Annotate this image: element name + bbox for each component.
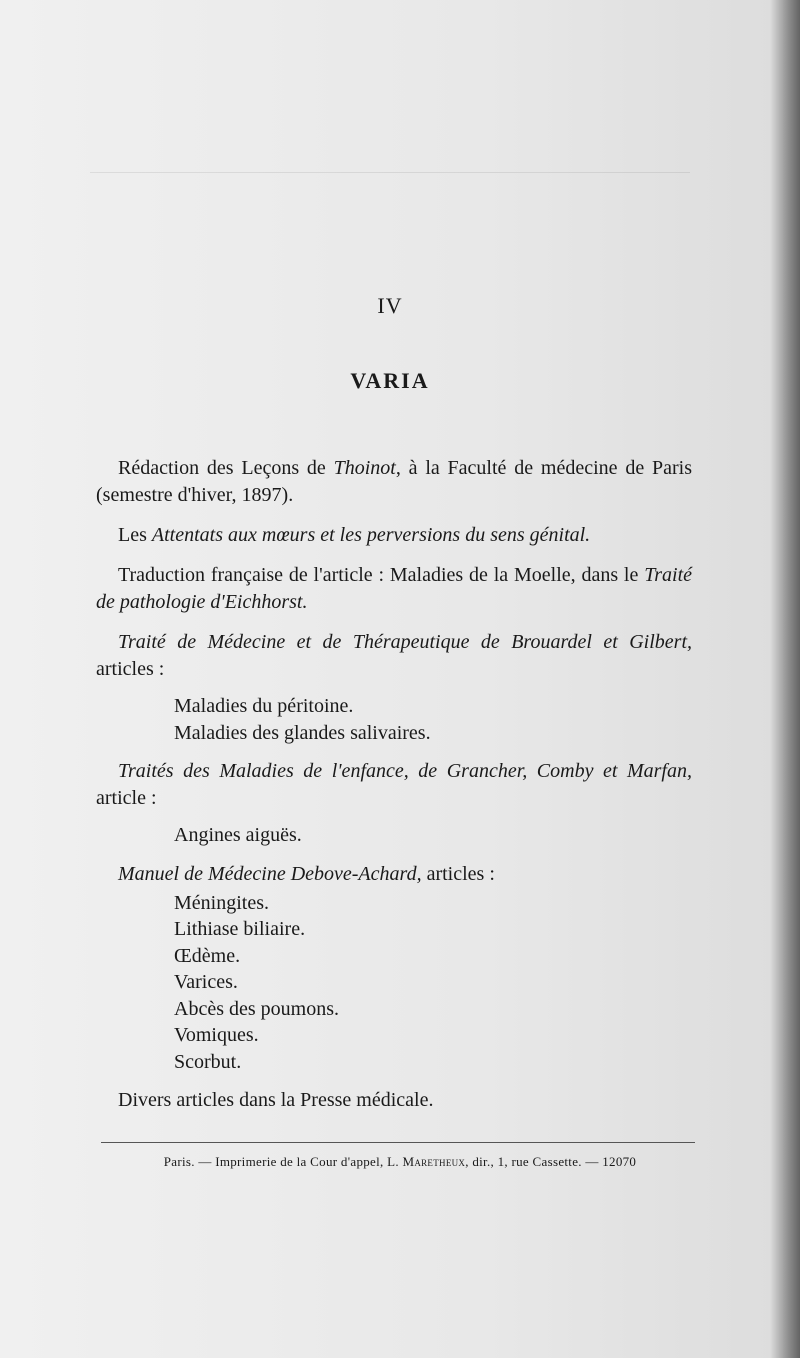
list-item: Angines aiguës.	[174, 824, 302, 846]
entry-attentats: Les Attentats aux mœurs et les perversions du sens génital.	[118, 524, 591, 546]
entry-brouardel-gilbert: Traité de Médecine et de Thérapeutique de Brouardel et Gilbert, articles :	[96, 631, 692, 680]
list-item: Varices.	[174, 971, 238, 993]
entry-debove-achard: Manuel de Médecine Debove-Achard, articles :	[118, 862, 495, 885]
section-number: IV	[377, 293, 403, 318]
brouardel-article-list	[96, 693, 692, 746]
list-item: Lithiase biliaire.	[174, 918, 306, 940]
list-item: Vomiques.	[174, 1024, 259, 1046]
footer-rule	[101, 1142, 695, 1143]
enfance-article-list	[96, 822, 692, 849]
entry-grancher-comby-marfan: Traités des Maladies de l'enfance, de Grancher, Comby et Marfan, article :	[96, 760, 692, 809]
imprint-line: Paris. — Imprimerie de la Cour d'appel, L. Maretheux, dir., 1, rue Cassette. — 12070	[163, 1154, 637, 1169]
publication-list	[96, 455, 692, 1127]
entry-thoinot: Rédaction des Leçons de Thoinot, à la Faculté de médecine de Paris (semestre d'hiver, 1897).	[96, 457, 693, 506]
entry-presse-medicale: Divers articles dans la Presse médicale.	[118, 1089, 434, 1111]
list-item: Œdème.	[174, 944, 241, 967]
list-item: Abcès des poumons.	[174, 997, 339, 1020]
list-item: Maladies du péritoine.	[174, 695, 354, 717]
list-item: Maladies des glandes salivaires.	[174, 721, 431, 744]
bleed-through-rule	[90, 172, 690, 173]
list-item: Scorbut.	[174, 1050, 242, 1073]
entry-traduction: Traduction française de l'article : Maladies de la Moelle, dans le Traité de pathologie d'Eichhorst.	[96, 564, 692, 613]
section-title: VARIA	[350, 368, 430, 393]
debove-article-list	[96, 890, 692, 1076]
list-item: Méningites.	[174, 891, 269, 914]
